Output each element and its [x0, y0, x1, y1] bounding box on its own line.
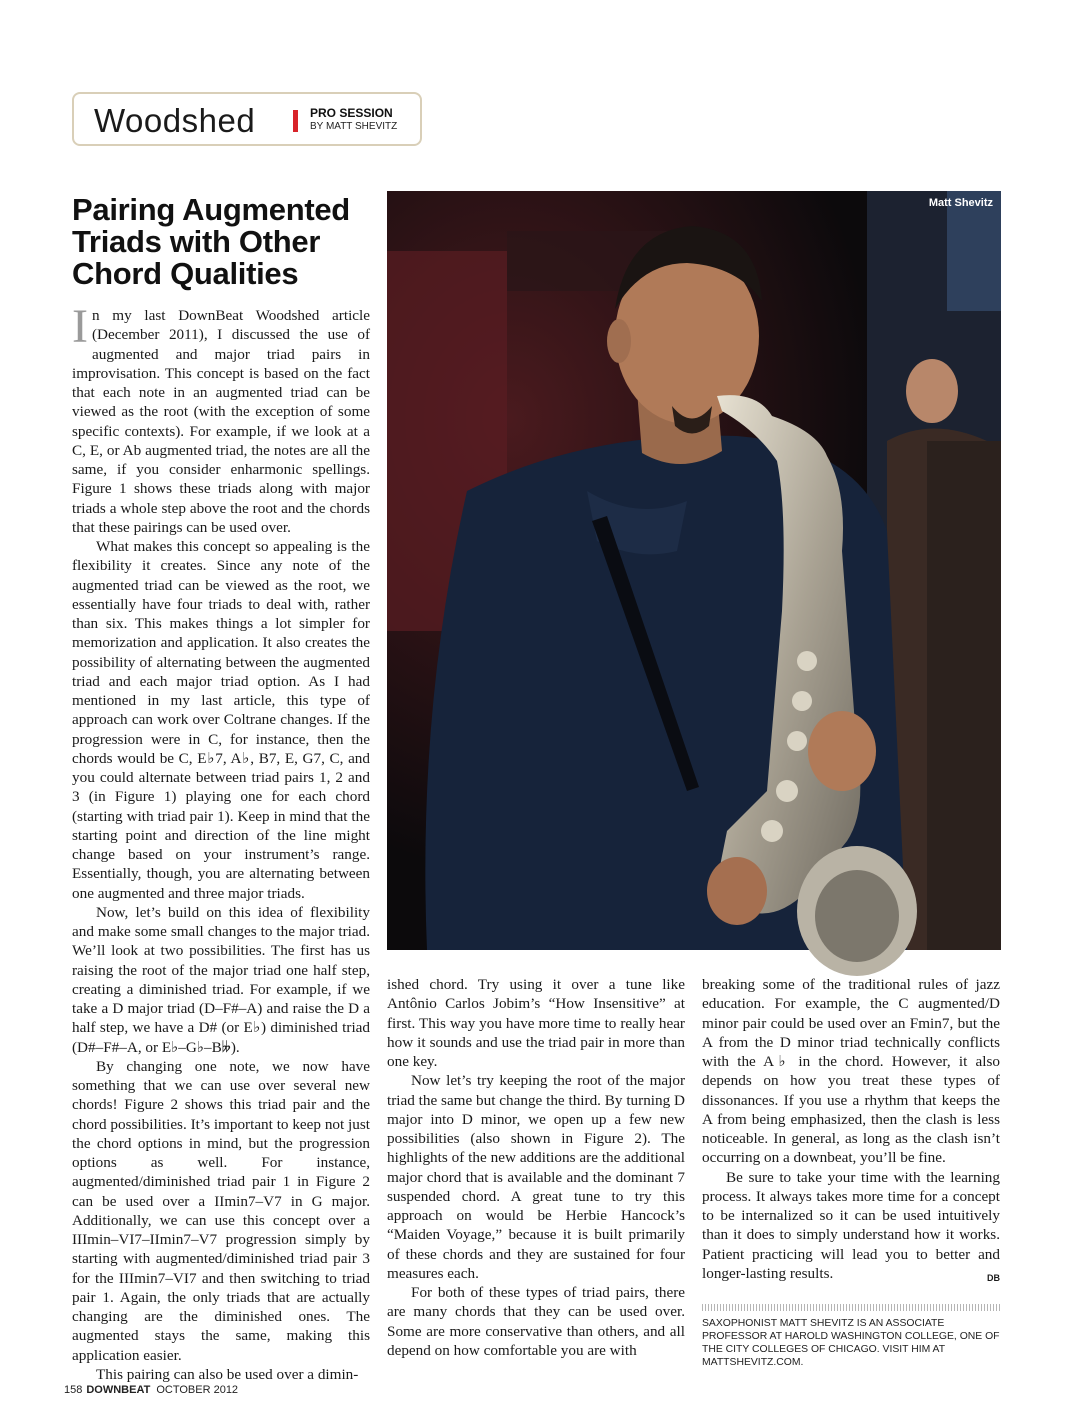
page-number: 158 [64, 1384, 83, 1396]
article-column-2 [387, 975, 685, 1360]
bio-divider [702, 1304, 1000, 1311]
magazine-name: DOWNBEAT [86, 1384, 151, 1396]
article-column-3 [702, 975, 1000, 1285]
issue-date: OCTOBER 2012 [156, 1384, 239, 1396]
page-folio [64, 1384, 238, 1396]
article-paragraph: For both of these types of triad pairs, there are many chords that they can be used over. Some are more conservative than others, and all depend on how comfortable you are with [387, 1284, 685, 1359]
end-mark: DB [987, 1272, 1000, 1283]
article-paragraph: By changing one note, we now have something that we can use over several new chords! Figure 2 shows this triad pair and the chord possibilities. It’s important to keep not just the chord options in mind, but the progression options as well. For instance, augmented/diminished triad pair 1 in Figure 2 can be used over a IImin7–V7 in G major. Additionally, we can use this concept over a IIImin–VI7–IImin7–V7 progression simply by starting with augmented/diminished triad pair 3 for the IIImin7–VI7 and then switching to triad pair 1. Again, the only triads that are actually changing are the diminished ones. The augmented stays the same, making this application easier. [72, 1057, 370, 1364]
section-kicker: PRO SESSION [310, 106, 393, 120]
author-bio: SAXOPHONIST MATT SHEVITZ IS AN ASSOCIATE PROFESSOR AT HAROLD WASHINGTON COLLEGE, ONE OF THE CITY COLLEGES OF CHICAGO. VISIT HIM AT MATTSHEVITZ.COM. [702, 1318, 1000, 1368]
byline: BY MATT SHEVITZ [310, 121, 398, 132]
photo-credit: Matt Shevitz [928, 197, 993, 209]
article-paragraph: This pairing can also be used over a dimin- [96, 1365, 359, 1383]
drop-cap: I [72, 300, 88, 353]
section-header [72, 92, 422, 146]
saxophonist-photo [387, 191, 1001, 950]
photo-illustration [387, 191, 1001, 950]
article-headline: Pairing Augmented Triads with Other Chord Qualities [72, 192, 350, 291]
article-paragraph: What makes this concept so appealing is the flexibility it creates. Since any note of the augmented triad can be viewed as the root, we essentially have four triads to deal with, rather than six. This makes things a lot simpler for memorization and application. It also creates the possibility of alternating between the augmented triad and each major triad option. As I had mentioned in my last article, this type of approach can work over Coltrane changes. If the progression were in C, for instance, then the chords would be C, E♭7, A♭, B7, E, G7, C, and you could alternate between triad pairs 1, 2 and 3 (in Figure 1) playing one for each chord (starting with triad pair 1). Keep in mind that the starting point and direction of the line might change based on your instrument’s range. Essentially, though, you are alternating between one augmented and three major triads. [72, 538, 370, 902]
section-title: Woodshed [94, 102, 256, 139]
article-paragraph: breaking some of the traditional rules of jazz education. For example, the C augmented/D minor pair could be used over an Fmin7, but the A from the D minor triad technically conflicts with the A♭ in the chord. However, it also depends on how you treat these types of dissonances. If you use a rhythm that keeps the A from being emphasized, then the clash is less noticeable. In general, as long as the clash isn’t occurring on a downbeat, you’ll be fine. [702, 976, 1000, 1167]
paragraph-text: Be sure to take your time with the learning process. It always takes more time for a concept to be internalized so it can be used intuitively than it does to simply understand how it works. Patient practicing will lead you to better and longer-lasting results. [702, 1168, 1000, 1282]
header-divider [293, 110, 298, 132]
article-paragraph: Now let’s try keeping the root of the major triad the same but change the third. By turning D major into D minor, we open up a few new possibilities (also shown in Figure 2). The highlights of the new additions are the additional major chord that is available and the dominant 7 suspended chord. A great tune to try this approach on would be Herbie Hancock’s “Maiden Voyage,” because it is built primarily of these chords and they are sustained for four measures each. [387, 1072, 685, 1282]
article-paragraph: Now, let’s build on this idea of flexibility and make some small changes to the major triad. We’ll look at two possibilities. The first has us raising the root of the major triad one half step, creating a diminished triad. For example, if we take a D major triad (D–F#–A) and raise the D a half step, we have a D# (or E♭) diminished triad (D#–F#–A, or E♭–G♭–B𝄫). [72, 903, 370, 1056]
article-paragraph: ished chord. Try using it over a tune like Antônio Carlos Jobim’s “How Insensitive” at first. This way you have more time to really hear how it sounds and use the triad pair in more than one key. [387, 976, 685, 1070]
article-paragraph [702, 1168, 1000, 1284]
paragraph-text: n my last DownBeat Woodshed article (December 2011), I discussed the use of augmented and major triad pairs in improvisation. This concept is based on the fact that each note in an augmented triad can be viewed as the root (with the exception of some specific contexts). For example, if we look at a C, E, or Ab augmented triad, the notes are all the same, if you consider enharmonic spellings. Figure 1 shows these triads along with major triads a whole step above the root and the chords that these pairings can be used over. [72, 307, 370, 536]
article-paragraph [72, 300, 370, 537]
article-column-1 [72, 300, 370, 1383]
